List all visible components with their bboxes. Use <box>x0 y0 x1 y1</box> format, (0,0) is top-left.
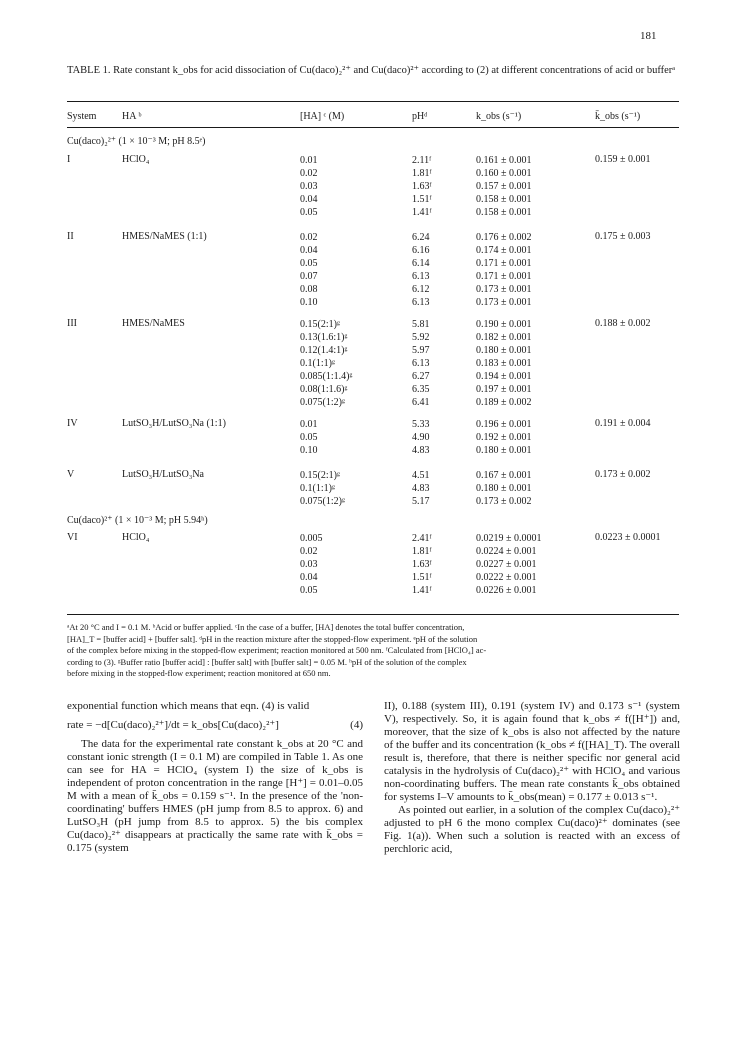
cell-conc: 0.04 <box>300 194 318 205</box>
cell-k: 0.0227 ± 0.001 <box>476 559 537 570</box>
cell-conc: 0.05 <box>300 258 318 269</box>
system-id: VI <box>67 532 78 543</box>
cell-ph: 5.17 <box>412 496 430 507</box>
cell-k: 0.197 ± 0.001 <box>476 384 532 395</box>
cell-ph: 1.51ᶠ <box>412 194 432 205</box>
cell-k: 0.180 ± 0.001 <box>476 345 532 356</box>
cell-conc: 0.13(1.6:1)ᵍ <box>300 332 348 343</box>
table-bottom-rule <box>67 614 679 615</box>
cell-conc: 0.10 <box>300 445 318 456</box>
cell-k: 0.173 ± 0.001 <box>476 297 532 308</box>
group-label-mono-complex: Cu(daco)²⁺ (1 × 10⁻³ M; pH 5.94ʰ) <box>67 515 208 526</box>
table-header-rule <box>67 127 679 128</box>
cell-k: 0.161 ± 0.001 <box>476 155 532 166</box>
cell-ph: 6.13 <box>412 358 430 369</box>
cell-conc: 0.07 <box>300 271 318 282</box>
cell-conc: 0.075(1:2)ᵍ <box>300 496 345 507</box>
cell-k: 0.157 ± 0.001 <box>476 181 532 192</box>
cell-conc: 0.05 <box>300 432 318 443</box>
cell-ph: 1.41ᶠ <box>412 207 432 218</box>
header-ph: pHᵈ <box>412 111 428 122</box>
cell-ph: 1.41ᶠ <box>412 585 432 596</box>
cell-k: 0.160 ± 0.001 <box>476 168 532 179</box>
system-kbar: 0.173 ± 0.002 <box>595 469 651 480</box>
cell-k: 0.0222 ± 0.001 <box>476 572 537 583</box>
cell-ph: 5.92 <box>412 332 430 343</box>
cell-conc: 0.085(1:1.4)ᵍ <box>300 371 353 382</box>
cell-k: 0.180 ± 0.001 <box>476 445 532 456</box>
system-kbar: 0.159 ± 0.001 <box>595 154 651 165</box>
cell-ph: 6.12 <box>412 284 430 295</box>
cell-k: 0.174 ± 0.001 <box>476 245 532 256</box>
cell-conc: 0.15(2:1)ᵍ <box>300 470 340 481</box>
cell-ph: 6.41 <box>412 397 430 408</box>
footnote-line: before mixing in the stopped-flow experiment; reaction monitored at 650 nm. <box>67 668 331 678</box>
cell-conc: 0.15(2:1)ᵍ <box>300 319 340 330</box>
cell-conc: 0.05 <box>300 207 318 218</box>
footnote-line: [HA]_T = [buffer acid] + [buffer salt]. ᵈpH in the reaction mixture after the stopped-flow experiment. ᵉpH of the solution <box>67 633 478 644</box>
table-top-rule <box>67 101 679 102</box>
cell-conc: 0.10 <box>300 297 318 308</box>
system-id: IV <box>67 418 78 429</box>
footnote-line: of the complex before mixing in the stopped-flow experiment; reaction monitored at 500 nm. ᶠCalculated from [HClO₄] ac- <box>67 645 487 655</box>
cell-conc: 0.005 <box>300 533 323 544</box>
cell-ph: 1.81ᶠ <box>412 168 432 179</box>
cell-ph: 4.83 <box>412 483 430 494</box>
cell-k: 0.0226 ± 0.001 <box>476 585 537 596</box>
cell-ph: 6.14 <box>412 258 430 269</box>
cell-conc: 0.04 <box>300 572 318 583</box>
table-caption: TABLE 1. Rate constant k_obs for acid dissociation of Cu(daco)₂²⁺ and Cu(daco)²⁺ according to (2) at different concentrations of acid or bufferᵃ <box>67 65 676 76</box>
cell-ph: 6.27 <box>412 371 430 382</box>
cell-ph: 1.51ᶠ <box>412 572 432 583</box>
body-left-column <box>67 700 363 855</box>
cell-conc: 0.05 <box>300 585 318 596</box>
cell-conc: 0.01 <box>300 419 318 430</box>
group-label-bis-complex: Cu(daco)₂²⁺ (1 × 10⁻³ M; pH 8.5ᵉ) <box>67 136 206 147</box>
equation-text: rate = −d[Cu(daco)₂²⁺]/dt = k_obs[Cu(daco)₂²⁺] <box>67 719 279 731</box>
table-footnotes <box>67 622 679 680</box>
cell-ph: 1.81ᶠ <box>412 546 432 557</box>
system-ha: HClO₄ <box>122 532 150 543</box>
system-ha: HMES/NaMES <box>122 318 185 329</box>
page-number: 181 <box>640 30 657 42</box>
cell-k: 0.171 ± 0.001 <box>476 271 532 282</box>
cell-ph: 5.81 <box>412 319 430 330</box>
cell-conc: 0.08 <box>300 284 318 295</box>
cell-ph: 2.11ᶠ <box>412 155 432 166</box>
header-conc: [HA] ᶜ (M) <box>300 111 345 122</box>
header-ha: HA ᵇ <box>122 111 142 122</box>
cell-k: 0.192 ± 0.001 <box>476 432 532 443</box>
cell-ph: 2.41ᶠ <box>412 533 432 544</box>
system-id: I <box>67 154 71 165</box>
system-ha: HMES/NaMES (1:1) <box>122 231 207 242</box>
cell-k: 0.183 ± 0.001 <box>476 358 532 369</box>
cell-conc: 0.075(1:2)ᵍ <box>300 397 345 408</box>
cell-ph: 6.13 <box>412 297 430 308</box>
cell-conc: 0.02 <box>300 168 318 179</box>
cell-ph: 4.83 <box>412 445 430 456</box>
system-kbar: 0.188 ± 0.002 <box>595 318 651 329</box>
system-ha: HClO₄ <box>122 154 150 165</box>
cell-ph: 6.16 <box>412 245 430 256</box>
system-ha: LutSO₃H/LutSO₃Na <box>122 469 204 480</box>
cell-k: 0.158 ± 0.001 <box>476 207 532 218</box>
header-kbar: k̄_obs (s⁻¹) <box>595 111 641 122</box>
system-kbar: 0.191 ± 0.004 <box>595 418 651 429</box>
system-id: III <box>67 318 77 329</box>
cell-k: 0.182 ± 0.001 <box>476 332 532 343</box>
system-id: II <box>67 231 74 242</box>
cell-k: 0.189 ± 0.002 <box>476 397 532 408</box>
cell-conc: 0.02 <box>300 232 318 243</box>
cell-conc: 0.1(1:1)ᵍ <box>300 483 335 494</box>
cell-ph: 5.33 <box>412 419 430 430</box>
cell-k: 0.173 ± 0.001 <box>476 284 532 295</box>
cell-ph: 6.13 <box>412 271 430 282</box>
cell-ph: 6.35 <box>412 384 430 395</box>
body-paragraph: As pointed out earlier, in a solution of the complex Cu(daco)₂²⁺ adjusted to pH 6 the mono complex Cu(daco)²⁺ dominates (see Fig. 1(a)). When such a solution is reacted with an excess of perchloric acid, <box>384 804 680 855</box>
cell-ph: 1.63ᶠ <box>412 181 432 192</box>
cell-conc: 0.08(1:1.6)ᵍ <box>300 384 348 395</box>
cell-conc: 0.04 <box>300 245 318 256</box>
cell-ph: 1.63ᶠ <box>412 559 432 570</box>
body-paragraph: The data for the experimental rate constant k_obs at 20 °C and constant ionic strength (I = 0.1 M) are compiled in Table 1. As one can see for HA = HClO₄ (system I) the size of k_obs is independent of proton concentration in the range [H⁺] = 0.01–0.05 M with a mean of k̄_obs = 0.159 s⁻¹. In the presence of the 'non-coordinating' buffers HMES (pH jump from 8.5 to approx. 6) and LutSO₃H (pH jump from 8.5 to approx. 5) the bis complex Cu(daco)₂²⁺ disappears at practically the same rate with k̄_obs = 0.175 (system <box>67 738 363 854</box>
header-system: System <box>67 111 97 122</box>
cell-k: 0.0219 ± 0.0001 <box>476 533 542 544</box>
cell-conc: 0.02 <box>300 546 318 557</box>
cell-ph: 6.24 <box>412 232 430 243</box>
cell-conc: 0.03 <box>300 181 318 192</box>
cell-k: 0.180 ± 0.001 <box>476 483 532 494</box>
system-id: V <box>67 469 75 480</box>
body-paragraph: exponential function which means that eqn. (4) is valid <box>67 700 310 712</box>
system-ha: LutSO₃H/LutSO₃Na (1:1) <box>122 418 226 429</box>
cell-k: 0.196 ± 0.001 <box>476 419 532 430</box>
cell-k: 0.176 ± 0.002 <box>476 232 532 243</box>
cell-ph: 4.51 <box>412 470 430 481</box>
rate-equation <box>67 719 363 732</box>
header-k: k_obs (s⁻¹) <box>476 111 522 122</box>
cell-k: 0.171 ± 0.001 <box>476 258 532 269</box>
cell-k: 0.194 ± 0.001 <box>476 371 532 382</box>
cell-ph: 4.90 <box>412 432 430 443</box>
system-kbar: 0.175 ± 0.003 <box>595 231 651 242</box>
footnote-line: cording to (3). ᵍBuffer ratio [buffer acid] : [buffer salt] with [buffer salt] = 0.05 M. ʰpH of the solution of the complex <box>67 656 467 667</box>
body-right-column <box>384 700 680 856</box>
cell-conc: 0.12(1.4:1)ᵍ <box>300 345 348 356</box>
footnote-line: ᵃAt 20 °C and I = 0.1 M. ᵇAcid or buffer applied. ᶜIn the case of a buffer, [HA] denotes the total buffer concentration, <box>67 622 465 632</box>
cell-ph: 5.97 <box>412 345 430 356</box>
cell-k: 0.158 ± 0.001 <box>476 194 532 205</box>
cell-conc: 0.01 <box>300 155 318 166</box>
body-paragraph: II), 0.188 (system III), 0.191 (system IV) and 0.173 s⁻¹ (system V), respectively. So, it is again found that k_obs ≠ f([H⁺]) and, moreover, that the size of k_obs is also not affected by the nature of the buffer and its concentration (k_obs ≠ f([HA]_T). The overall result is, therefore, that there is neither specific nor general acid catalysis in the hydrolysis of Cu(daco)₂²⁺ with HClO₄ and various non-coordinating buffers. The mean rate constants k̄_obs obtained for systems I–V amounts to k̄_obs(mean) = 0.177 ± 0.013 s⁻¹. <box>384 700 680 803</box>
cell-k: 0.173 ± 0.002 <box>476 496 532 507</box>
cell-k: 0.190 ± 0.001 <box>476 319 532 330</box>
cell-conc: 0.03 <box>300 559 318 570</box>
cell-k: 0.167 ± 0.001 <box>476 470 532 481</box>
cell-conc: 0.1(1:1)ᵍ <box>300 358 335 369</box>
cell-k: 0.0224 ± 0.001 <box>476 546 537 557</box>
system-kbar: 0.0223 ± 0.0001 <box>595 532 661 543</box>
equation-number: (4) <box>350 719 363 731</box>
